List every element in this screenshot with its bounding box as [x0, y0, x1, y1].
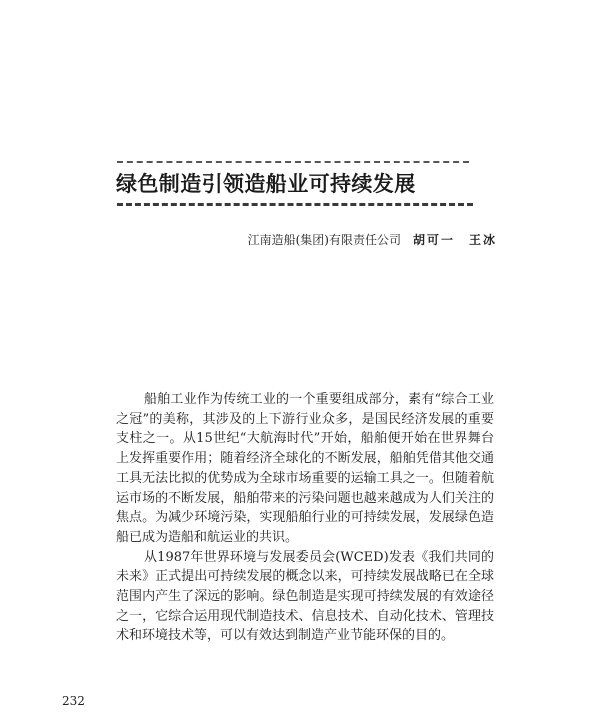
article-body — [116, 390, 494, 646]
affiliation: 江南造船(集团)有限责任公司 — [247, 233, 401, 247]
title-rule-bottom — [117, 203, 473, 206]
body-paragraph: 船舶工业作为传统工业的一个重要组成部分，素有“综合工业之冠”的美称，其涉及的上下游行业众多，是国民经济发展的重要支柱之一。从15世纪“大航海时代”开始，船舶便开始在世界舞台上发挥重要作用；随着经济全球化的不断发展，船舶凭借其他交通工具无法比拟的优势成为全球市场重要的运输工具之一。但随着航运市场的不断发展，船舶带来的污染问题也越来越成为人们关注的焦点。为减少环境污染，实现船舶行业的可持续发展，发展绿色造船已成为造船和航运业的共识。 — [116, 392, 494, 545]
byline — [248, 232, 497, 248]
title-rule-top — [117, 161, 469, 163]
body-paragraph: 从1987年世界环境与发展委员会(WCED)发表《我们共同的未来》正式提出可持续发展的概念以来，可持续发展战略已在全球范围内产生了深远的影响。绿色制造是实现可持续发展的有效途径之一，它综合运用现代制造技术、信息技术、自动化技术、管理技术和环境技术等，可以有效达到制造产业节能环保的目的。 — [116, 549, 494, 644]
authors: 胡可一 王冰 — [412, 233, 497, 247]
page-number: 232 — [62, 694, 85, 708]
article-title: 绿色制造引领造船业可持续发展 — [116, 172, 416, 196]
